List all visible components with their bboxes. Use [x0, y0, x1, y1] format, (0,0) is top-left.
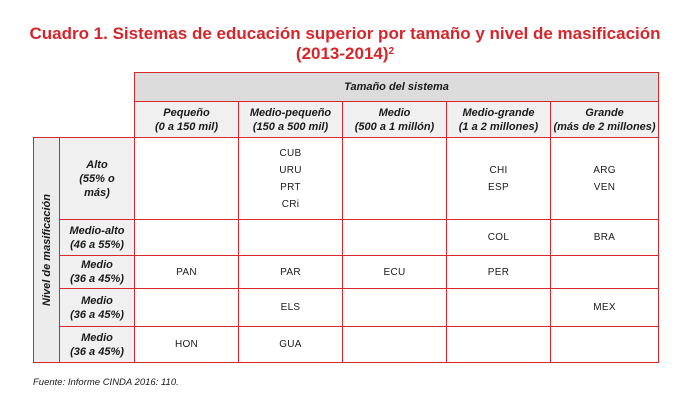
row-group-label-text: Nivel de masificación — [40, 194, 53, 306]
table-cell — [343, 138, 447, 220]
country-code: PAN — [176, 266, 197, 278]
table-cell — [447, 220, 551, 256]
table-row — [34, 138, 659, 220]
column-header-range: (más de 2 millones) — [553, 120, 656, 133]
country-code: CHI — [489, 164, 508, 176]
table-cell — [447, 138, 551, 220]
country-code: ARG — [593, 164, 616, 176]
table-cell — [343, 289, 447, 327]
row-header — [60, 220, 135, 256]
country-code: VEN — [593, 181, 616, 193]
title-line-2 — [0, 44, 690, 64]
column-header-row — [34, 102, 659, 138]
column-header-range: (150 a 500 mil) — [252, 120, 329, 133]
table-cell — [343, 256, 447, 289]
corner-blank-2 — [34, 102, 135, 138]
row-group-label — [34, 138, 60, 363]
table-cell — [135, 327, 239, 363]
title-line-1: Cuadro 1. Sistemas de educación superior por tamaño y nivel de masificación — [29, 24, 661, 43]
country-code: CUB — [279, 147, 302, 159]
row-header — [60, 256, 135, 289]
country-code: HON — [174, 339, 199, 350]
classification-table — [33, 72, 659, 363]
table-cell — [239, 327, 343, 363]
country-code: ELS — [280, 302, 301, 313]
column-header-range: (1 a 2 millones) — [458, 120, 539, 133]
row-header-line: (36 a 45%) — [70, 308, 124, 321]
country-code: ESP — [488, 181, 509, 193]
table-row — [34, 327, 659, 363]
row-header-line: Medio — [81, 294, 113, 307]
country-code: ECU — [383, 266, 406, 278]
country-code: MEX — [593, 302, 616, 313]
row-header-line: (46 a 55%) — [70, 238, 124, 251]
country-code: COL — [487, 232, 510, 243]
column-header-medio-grande — [447, 102, 551, 138]
table-cell — [135, 138, 239, 220]
corner-blank — [34, 73, 135, 102]
row-header — [60, 138, 135, 220]
title-footnote-mark: 2 — [388, 46, 395, 57]
table-body — [34, 138, 659, 363]
country-code: CRi — [281, 198, 300, 210]
row-header-line: (36 a 45%) — [70, 273, 124, 285]
column-header-pequeno — [135, 102, 239, 138]
table-cell — [239, 220, 343, 256]
super-header-row — [34, 73, 659, 102]
column-header-name: Grande — [585, 106, 624, 119]
table-title — [0, 24, 690, 64]
table-row — [34, 256, 659, 289]
table-row — [34, 220, 659, 256]
country-code: BRA — [593, 232, 616, 243]
table-cell — [551, 220, 659, 256]
column-header-range: (0 a 150 mil) — [155, 120, 218, 133]
row-header — [60, 289, 135, 327]
table-cell — [135, 220, 239, 256]
row-header-line: más) — [84, 186, 110, 199]
row-header — [60, 327, 135, 363]
table-cell — [551, 327, 659, 363]
table-cell — [551, 138, 659, 220]
column-header-name: Medio — [378, 106, 411, 119]
table-cell — [135, 256, 239, 289]
row-header-line: Alto — [86, 158, 108, 171]
table-cell — [447, 289, 551, 327]
country-code: PER — [487, 266, 510, 278]
column-header-name: Pequeño — [163, 106, 210, 119]
table-cell — [447, 256, 551, 289]
table-cell — [343, 327, 447, 363]
column-header-medio-pequeno — [239, 102, 343, 138]
row-header-line: Medio-alto — [69, 224, 125, 237]
row-header-line: Medio — [81, 331, 113, 344]
table-cell — [135, 289, 239, 327]
column-header-grande — [551, 102, 659, 138]
column-header-range: (500 a 1 millón) — [354, 120, 435, 133]
table-cell — [551, 289, 659, 327]
column-header-name: Medio-pequeño — [249, 106, 332, 119]
country-code: GUA — [279, 339, 302, 350]
row-header-line: (55% o — [79, 172, 115, 185]
table-cell — [551, 256, 659, 289]
table-cell — [447, 327, 551, 363]
country-code: PRT — [280, 181, 301, 193]
row-header-line: (36 a 45%) — [70, 345, 124, 358]
table-cell — [239, 138, 343, 220]
super-header: Tamaño del sistema — [135, 73, 659, 102]
country-code: PAR — [280, 266, 301, 278]
table-row — [34, 289, 659, 327]
source-note: Fuente: Informe CINDA 2016: 110. — [33, 377, 179, 388]
table-cell — [239, 289, 343, 327]
table-cell — [239, 256, 343, 289]
column-header-name: Medio-grande — [462, 106, 535, 119]
title-years: (2013-2014) — [295, 44, 389, 63]
country-code: URU — [279, 164, 302, 176]
column-header-medio — [343, 102, 447, 138]
table-cell — [343, 220, 447, 256]
row-header-line: Medio — [81, 259, 113, 271]
